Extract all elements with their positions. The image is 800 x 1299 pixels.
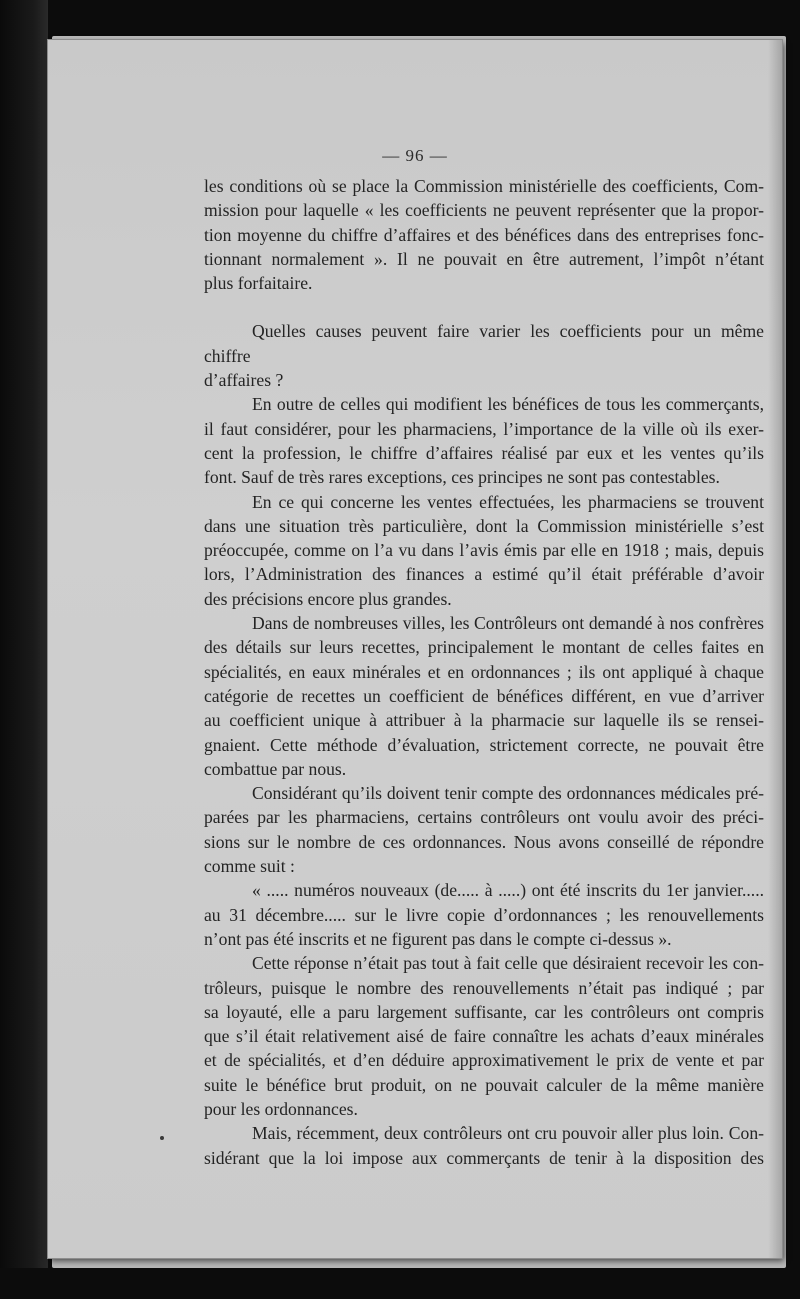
scan-border-left: [0, 0, 48, 1299]
text-line: sa loyauté, elle a paru largement suffisante, car les contrôleurs ont compris: [204, 1001, 764, 1022]
text-line: catégorie de recettes un coefficient de bénéfices différent, en vue d’arriver: [204, 685, 764, 706]
text-line: parées par les pharmaciens, certains contrôleurs ont voulu avoir des préci-: [204, 807, 764, 828]
text-line: Considérant qu’ils doivent tenir compte des ordonnances médicales pré-: [252, 783, 764, 804]
text-line: tionnant normalement ». Il ne pouvait en être autrement, l’impôt n’étant: [204, 248, 764, 269]
text-line: lors, l’Administration des finances a estimé qu’il était préférable d’avoir: [204, 564, 764, 585]
text-line: et de spécialités, et d’en déduire approximativement le prix de vente et par: [204, 1050, 764, 1071]
text-line: suite le bénéfice brut produit, on ne pouvait calculer de la même manière: [204, 1074, 764, 1095]
text-line: au coefficient unique à attribuer à la pharmacie sur laquelle ils se rensei-: [204, 710, 764, 731]
text-line: au 31 décembre..... sur le livre copie d’ordonnances ; les renouvellements: [204, 904, 764, 925]
text-line: font. Sauf de très rares exceptions, ces principes ne sont pas contestables.: [204, 467, 720, 488]
text-line: sions sur le nombre de ces ordonnances. Nous avons conseillé de répondre: [204, 831, 764, 852]
scan-border-bottom: [0, 1268, 800, 1299]
text-line: Cette réponse n’était pas tout à fait celle que désiraient recevoir les con-: [252, 953, 764, 974]
text-line: n’ont pas été inscrits et ne figurent pas dans le compte ci-dessus ».: [204, 928, 672, 949]
text-line: des précisions encore plus grandes.: [204, 588, 452, 609]
text-line: trôleurs, puisque le nombre des renouvellements n’était pas indiqué ; par: [204, 977, 764, 998]
text-line: Mais, récemment, deux contrôleurs ont cru pouvoir aller plus loin. Con-: [252, 1123, 764, 1144]
text-line: cent la profession, le chiffre d’affaires réalisé par eux et les ventes qu’ils: [204, 442, 764, 463]
text-line: il faut considérer, pour les pharmaciens, l’importance de la ville où ils exer-: [204, 418, 764, 439]
text-line: d’affaires ?: [204, 370, 284, 391]
page-number: — 96 —: [382, 146, 448, 165]
text-line: des détails sur leurs recettes, principalement le montant de celles faites en: [204, 637, 764, 658]
text-line: « ..... numéros nouveaux (de..... à .....) ont été inscrits du 1er janvier.....: [252, 880, 764, 901]
text-line: combattue par nous.: [204, 758, 347, 779]
text-line: plus forfaitaire.: [204, 273, 313, 294]
text-line: sidérant que la loi impose aux commerçants de tenir à la disposition des: [204, 1147, 764, 1168]
text-line: mission pour laquelle « les coefficients ne peuvent représenter que la propor-: [204, 200, 764, 221]
text-line: comme suit :: [204, 856, 295, 877]
text-line: Dans de nombreuses villes, les Contrôleurs ont demandé à nos confrères: [252, 613, 764, 634]
text-line: dans une situation très particulière, dont la Commission ministérielle s’est: [204, 515, 764, 536]
text-line: spécialités, en eaux minérales et en ordonnances ; ils ont appliqué à chaque: [204, 661, 764, 682]
text-line: les conditions où se place la Commission ministérielle des coefficients, Com-: [204, 176, 764, 196]
body-text: [204, 174, 764, 1170]
text-line: En ce qui concerne les ventes effectuées, les pharmaciens se trouvent: [252, 491, 764, 512]
text-line: Quelles causes peuvent faire varier les coefficients pour un même chiffre: [204, 321, 764, 366]
paragraph-gap: [204, 295, 764, 319]
text-line: tion moyenne du chiffre d’affaires et des bénéfices dans des entreprises fonc-: [204, 224, 764, 245]
text-line: que s’il était relativement aisé de faire connaître les achats d’eaux minérales: [204, 1026, 764, 1047]
text-line: pour les ordonnances.: [204, 1098, 358, 1119]
text-line: gnaient. Cette méthode d’évaluation, strictement correcte, ne pouvait être: [204, 734, 764, 755]
text-line: préoccupée, comme on l’a vu dans l’avis émis par elle en 1918 ; mais, depuis: [204, 540, 764, 561]
text-line: En outre de celles qui modifient les bénéfices de tous les commerçants,: [252, 394, 764, 415]
paper-speck: [160, 1136, 164, 1140]
